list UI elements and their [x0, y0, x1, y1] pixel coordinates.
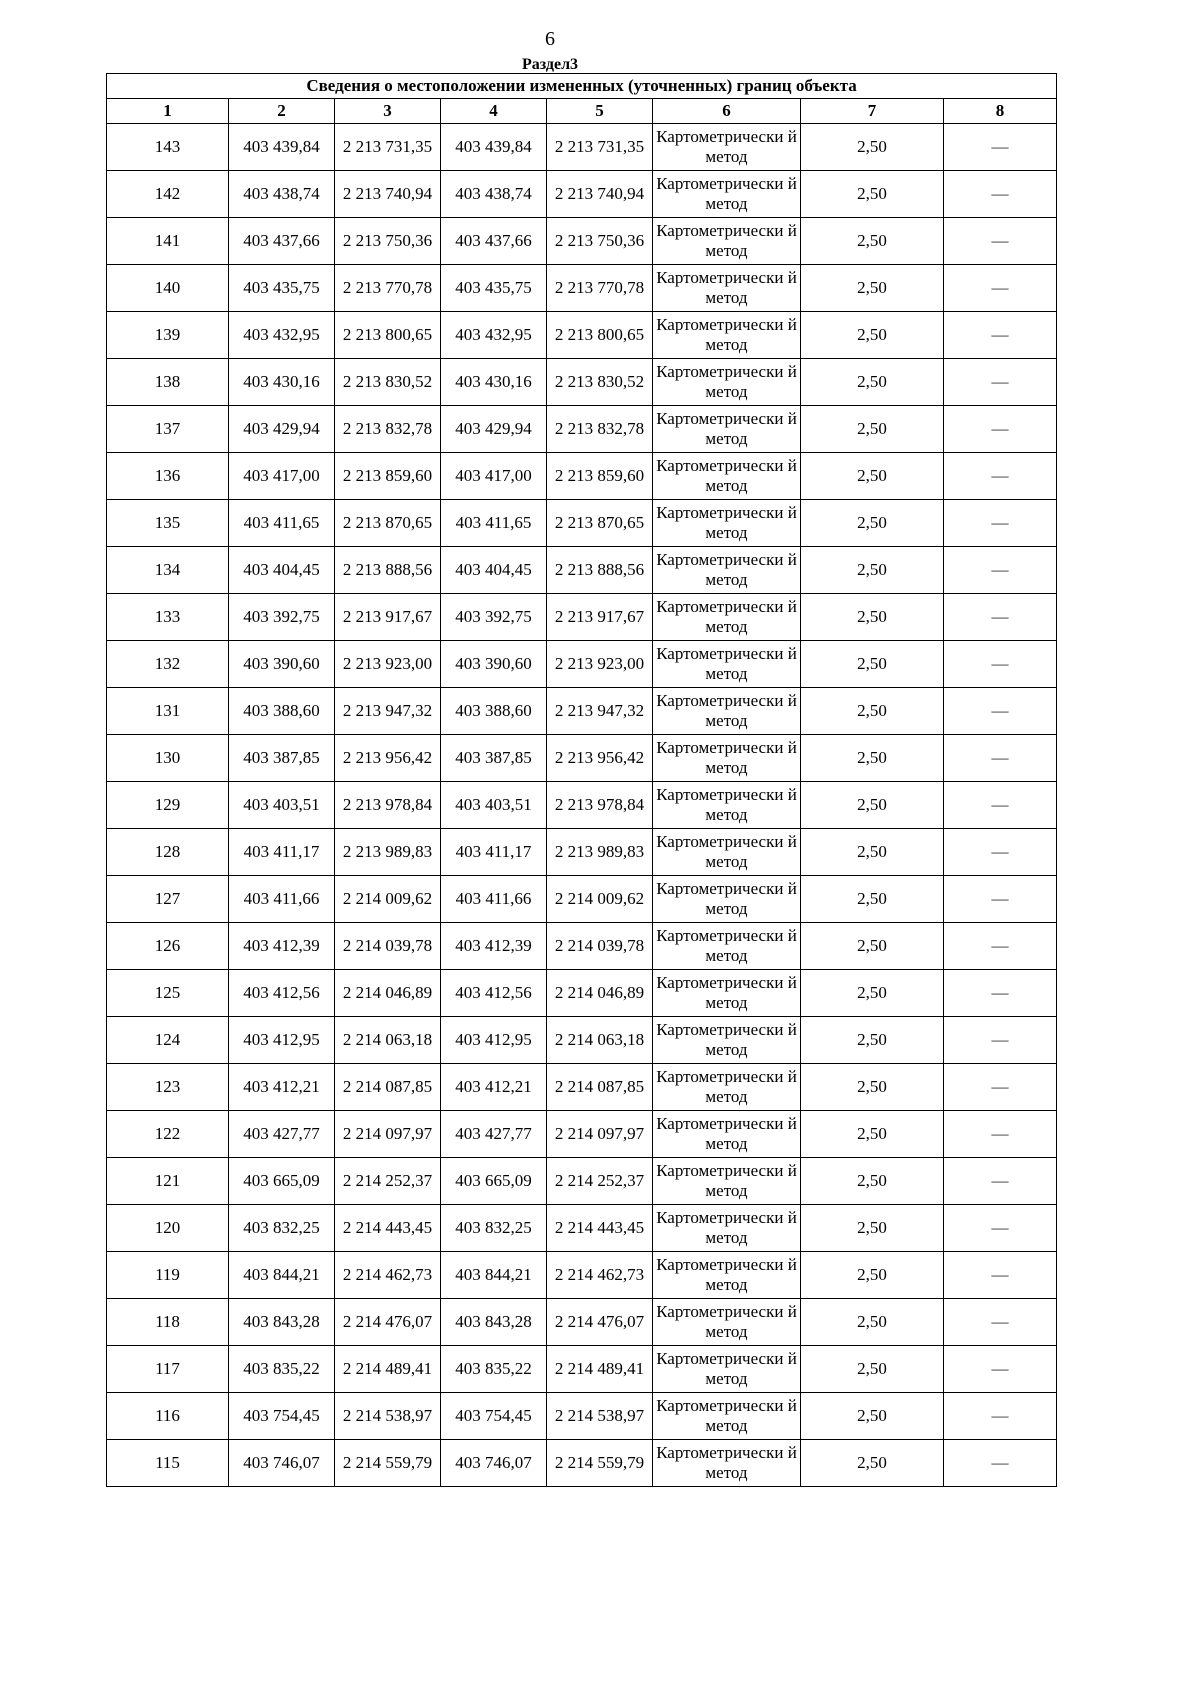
column-number: 4 — [441, 99, 547, 124]
accuracy-cell: 2,50 — [801, 1440, 944, 1487]
point-number-cell: 138 — [107, 359, 229, 406]
accuracy-cell: 2,50 — [801, 1111, 944, 1158]
existing-y-cell: 2 213 947,32 — [335, 688, 441, 735]
description-cell: — — [944, 500, 1057, 547]
method-cell: Картометрически й метод — [653, 1252, 801, 1299]
method-cell: Картометрически й метод — [653, 1299, 801, 1346]
method-cell: Картометрически й метод — [653, 359, 801, 406]
description-cell: — — [944, 735, 1057, 782]
existing-y-cell: 2 214 559,79 — [335, 1440, 441, 1487]
table-row — [107, 1299, 1057, 1346]
existing-y-cell: 2 213 870,65 — [335, 500, 441, 547]
point-number-cell: 129 — [107, 782, 229, 829]
point-number-cell: 121 — [107, 1158, 229, 1205]
existing-y-cell: 2 213 770,78 — [335, 265, 441, 312]
section-title: Раздел3 — [521, 56, 579, 73]
method-cell: Картометрически й метод — [653, 970, 801, 1017]
new-x-cell: 403 844,21 — [441, 1252, 547, 1299]
accuracy-cell: 2,50 — [801, 1064, 944, 1111]
existing-y-cell: 2 213 731,35 — [335, 124, 441, 171]
new-x-cell: 403 403,51 — [441, 782, 547, 829]
new-y-cell: 2 213 870,65 — [547, 500, 653, 547]
table-row — [107, 782, 1057, 829]
point-number-cell: 131 — [107, 688, 229, 735]
accuracy-cell: 2,50 — [801, 359, 944, 406]
method-cell: Картометрически й метод — [653, 265, 801, 312]
existing-y-cell: 2 213 888,56 — [335, 547, 441, 594]
description-cell: — — [944, 1440, 1057, 1487]
description-cell: — — [944, 829, 1057, 876]
page-number: 6 — [545, 28, 555, 50]
method-cell: Картометрически й метод — [653, 1017, 801, 1064]
existing-x-cell: 403 438,74 — [229, 171, 335, 218]
existing-x-cell: 403 437,66 — [229, 218, 335, 265]
boundary-coordinates-table — [106, 73, 1057, 1487]
table-row — [107, 1064, 1057, 1111]
description-cell: — — [944, 1393, 1057, 1440]
existing-y-cell: 2 214 046,89 — [335, 970, 441, 1017]
table-row — [107, 218, 1057, 265]
point-number-cell: 132 — [107, 641, 229, 688]
method-cell: Картометрически й метод — [653, 641, 801, 688]
new-x-cell: 403 404,45 — [441, 547, 547, 594]
new-y-cell: 2 214 009,62 — [547, 876, 653, 923]
new-y-cell: 2 213 859,60 — [547, 453, 653, 500]
new-x-cell: 403 411,65 — [441, 500, 547, 547]
new-y-cell: 2 214 489,41 — [547, 1346, 653, 1393]
accuracy-cell: 2,50 — [801, 1158, 944, 1205]
method-cell: Картометрически й метод — [653, 312, 801, 359]
description-cell: — — [944, 312, 1057, 359]
existing-y-cell: 2 213 978,84 — [335, 782, 441, 829]
new-x-cell: 403 665,09 — [441, 1158, 547, 1205]
existing-y-cell: 2 214 097,97 — [335, 1111, 441, 1158]
description-cell: — — [944, 218, 1057, 265]
existing-y-cell: 2 213 923,00 — [335, 641, 441, 688]
point-number-cell: 136 — [107, 453, 229, 500]
accuracy-cell: 2,50 — [801, 171, 944, 218]
description-cell: — — [944, 1252, 1057, 1299]
point-number-cell: 137 — [107, 406, 229, 453]
new-x-cell: 403 439,84 — [441, 124, 547, 171]
existing-x-cell: 403 427,77 — [229, 1111, 335, 1158]
existing-y-cell: 2 214 538,97 — [335, 1393, 441, 1440]
point-number-cell: 142 — [107, 171, 229, 218]
table-row — [107, 1440, 1057, 1487]
column-number: 7 — [801, 99, 944, 124]
new-x-cell: 403 832,25 — [441, 1205, 547, 1252]
table-caption: Сведения о местоположении измененных (уточненных) границ объекта — [107, 74, 1057, 99]
existing-x-cell: 403 754,45 — [229, 1393, 335, 1440]
table-row — [107, 735, 1057, 782]
method-cell: Картометрически й метод — [653, 923, 801, 970]
table-row — [107, 829, 1057, 876]
existing-x-cell: 403 412,56 — [229, 970, 335, 1017]
accuracy-cell: 2,50 — [801, 641, 944, 688]
method-cell: Картометрически й метод — [653, 453, 801, 500]
column-number: 1 — [107, 99, 229, 124]
existing-y-cell: 2 214 476,07 — [335, 1299, 441, 1346]
new-y-cell: 2 214 252,37 — [547, 1158, 653, 1205]
table-row — [107, 312, 1057, 359]
description-cell: — — [944, 1158, 1057, 1205]
table-body — [107, 124, 1057, 1487]
point-number-cell: 141 — [107, 218, 229, 265]
accuracy-cell: 2,50 — [801, 312, 944, 359]
existing-x-cell: 403 411,17 — [229, 829, 335, 876]
existing-y-cell: 2 214 489,41 — [335, 1346, 441, 1393]
point-number-cell: 119 — [107, 1252, 229, 1299]
method-cell: Картометрически й метод — [653, 218, 801, 265]
method-cell: Картометрически й метод — [653, 688, 801, 735]
point-number-cell: 130 — [107, 735, 229, 782]
table-row — [107, 171, 1057, 218]
description-cell: — — [944, 265, 1057, 312]
new-y-cell: 2 214 097,97 — [547, 1111, 653, 1158]
table-row — [107, 359, 1057, 406]
method-cell: Картометрически й метод — [653, 782, 801, 829]
table-row — [107, 1346, 1057, 1393]
existing-x-cell: 403 435,75 — [229, 265, 335, 312]
existing-x-cell: 403 388,60 — [229, 688, 335, 735]
existing-y-cell: 2 214 063,18 — [335, 1017, 441, 1064]
new-y-cell: 2 213 750,36 — [547, 218, 653, 265]
existing-y-cell: 2 213 750,36 — [335, 218, 441, 265]
existing-x-cell: 403 439,84 — [229, 124, 335, 171]
method-cell: Картометрически й метод — [653, 1064, 801, 1111]
table-row — [107, 406, 1057, 453]
accuracy-cell: 2,50 — [801, 1017, 944, 1064]
new-y-cell: 2 213 956,42 — [547, 735, 653, 782]
new-y-cell: 2 214 559,79 — [547, 1440, 653, 1487]
point-number-cell: 134 — [107, 547, 229, 594]
method-cell: Картометрически й метод — [653, 500, 801, 547]
existing-y-cell: 2 214 039,78 — [335, 923, 441, 970]
existing-x-cell: 403 390,60 — [229, 641, 335, 688]
description-cell: — — [944, 1017, 1057, 1064]
new-x-cell: 403 411,66 — [441, 876, 547, 923]
method-cell: Картометрически й метод — [653, 1205, 801, 1252]
new-x-cell: 403 843,28 — [441, 1299, 547, 1346]
point-number-cell: 123 — [107, 1064, 229, 1111]
point-number-cell: 139 — [107, 312, 229, 359]
accuracy-cell: 2,50 — [801, 782, 944, 829]
new-x-cell: 403 429,94 — [441, 406, 547, 453]
existing-y-cell: 2 213 859,60 — [335, 453, 441, 500]
table-row — [107, 500, 1057, 547]
existing-x-cell: 403 843,28 — [229, 1299, 335, 1346]
new-x-cell: 403 412,21 — [441, 1064, 547, 1111]
accuracy-cell: 2,50 — [801, 1252, 944, 1299]
accuracy-cell: 2,50 — [801, 218, 944, 265]
method-cell: Картометрически й метод — [653, 876, 801, 923]
description-cell: — — [944, 1205, 1057, 1252]
point-number-cell: 117 — [107, 1346, 229, 1393]
description-cell: — — [944, 1111, 1057, 1158]
new-y-cell: 2 213 740,94 — [547, 171, 653, 218]
new-x-cell: 403 411,17 — [441, 829, 547, 876]
method-cell: Картометрически й метод — [653, 547, 801, 594]
method-cell: Картометрически й метод — [653, 829, 801, 876]
column-number: 3 — [335, 99, 441, 124]
existing-y-cell: 2 213 956,42 — [335, 735, 441, 782]
point-number-cell: 118 — [107, 1299, 229, 1346]
accuracy-cell: 2,50 — [801, 265, 944, 312]
description-cell: — — [944, 688, 1057, 735]
new-x-cell: 403 435,75 — [441, 265, 547, 312]
existing-x-cell: 403 392,75 — [229, 594, 335, 641]
point-number-cell: 122 — [107, 1111, 229, 1158]
column-number: 2 — [229, 99, 335, 124]
new-y-cell: 2 213 888,56 — [547, 547, 653, 594]
new-x-cell: 403 412,95 — [441, 1017, 547, 1064]
point-number-cell: 124 — [107, 1017, 229, 1064]
new-x-cell: 403 392,75 — [441, 594, 547, 641]
method-cell: Картометрически й метод — [653, 1158, 801, 1205]
accuracy-cell: 2,50 — [801, 876, 944, 923]
table-row — [107, 688, 1057, 735]
new-y-cell: 2 214 046,89 — [547, 970, 653, 1017]
accuracy-cell: 2,50 — [801, 923, 944, 970]
point-number-cell: 133 — [107, 594, 229, 641]
existing-y-cell: 2 213 830,52 — [335, 359, 441, 406]
method-cell: Картометрически й метод — [653, 594, 801, 641]
new-x-cell: 403 412,39 — [441, 923, 547, 970]
existing-y-cell: 2 213 800,65 — [335, 312, 441, 359]
method-cell: Картометрически й метод — [653, 1346, 801, 1393]
description-cell: — — [944, 359, 1057, 406]
existing-y-cell: 2 214 009,62 — [335, 876, 441, 923]
new-y-cell: 2 213 832,78 — [547, 406, 653, 453]
point-number-cell: 135 — [107, 500, 229, 547]
point-number-cell: 143 — [107, 124, 229, 171]
accuracy-cell: 2,50 — [801, 829, 944, 876]
existing-y-cell: 2 213 917,67 — [335, 594, 441, 641]
existing-x-cell: 403 429,94 — [229, 406, 335, 453]
new-y-cell: 2 213 830,52 — [547, 359, 653, 406]
new-y-cell: 2 213 923,00 — [547, 641, 653, 688]
new-y-cell: 2 214 039,78 — [547, 923, 653, 970]
method-cell: Картометрически й метод — [653, 735, 801, 782]
column-number-row — [107, 99, 1057, 124]
existing-x-cell: 403 387,85 — [229, 735, 335, 782]
accuracy-cell: 2,50 — [801, 1205, 944, 1252]
description-cell: — — [944, 406, 1057, 453]
table-row — [107, 1111, 1057, 1158]
new-x-cell: 403 412,56 — [441, 970, 547, 1017]
existing-x-cell: 403 412,95 — [229, 1017, 335, 1064]
existing-x-cell: 403 746,07 — [229, 1440, 335, 1487]
new-x-cell: 403 388,60 — [441, 688, 547, 735]
new-y-cell: 2 213 917,67 — [547, 594, 653, 641]
description-cell: — — [944, 1299, 1057, 1346]
description-cell: — — [944, 453, 1057, 500]
new-x-cell: 403 427,77 — [441, 1111, 547, 1158]
accuracy-cell: 2,50 — [801, 406, 944, 453]
description-cell: — — [944, 124, 1057, 171]
existing-x-cell: 403 417,00 — [229, 453, 335, 500]
accuracy-cell: 2,50 — [801, 1393, 944, 1440]
description-cell: — — [944, 641, 1057, 688]
table-row — [107, 970, 1057, 1017]
point-number-cell: 120 — [107, 1205, 229, 1252]
accuracy-cell: 2,50 — [801, 1346, 944, 1393]
description-cell: — — [944, 970, 1057, 1017]
accuracy-cell: 2,50 — [801, 1299, 944, 1346]
new-y-cell: 2 213 947,32 — [547, 688, 653, 735]
new-y-cell: 2 213 800,65 — [547, 312, 653, 359]
new-y-cell: 2 214 462,73 — [547, 1252, 653, 1299]
new-y-cell: 2 214 538,97 — [547, 1393, 653, 1440]
table-row — [107, 1393, 1057, 1440]
existing-x-cell: 403 432,95 — [229, 312, 335, 359]
method-cell: Картометрически й метод — [653, 406, 801, 453]
column-number: 8 — [944, 99, 1057, 124]
method-cell: Картометрически й метод — [653, 124, 801, 171]
description-cell: — — [944, 876, 1057, 923]
existing-y-cell: 2 214 252,37 — [335, 1158, 441, 1205]
new-x-cell: 403 754,45 — [441, 1393, 547, 1440]
column-number: 6 — [653, 99, 801, 124]
point-number-cell: 126 — [107, 923, 229, 970]
existing-x-cell: 403 835,22 — [229, 1346, 335, 1393]
existing-y-cell: 2 214 462,73 — [335, 1252, 441, 1299]
existing-y-cell: 2 213 989,83 — [335, 829, 441, 876]
new-y-cell: 2 214 063,18 — [547, 1017, 653, 1064]
new-x-cell: 403 437,66 — [441, 218, 547, 265]
description-cell: — — [944, 594, 1057, 641]
table-row — [107, 1158, 1057, 1205]
existing-y-cell: 2 213 832,78 — [335, 406, 441, 453]
table-row — [107, 265, 1057, 312]
accuracy-cell: 2,50 — [801, 500, 944, 547]
existing-x-cell: 403 412,39 — [229, 923, 335, 970]
existing-x-cell: 403 430,16 — [229, 359, 335, 406]
new-y-cell: 2 214 476,07 — [547, 1299, 653, 1346]
accuracy-cell: 2,50 — [801, 688, 944, 735]
existing-x-cell: 403 403,51 — [229, 782, 335, 829]
description-cell: — — [944, 1064, 1057, 1111]
existing-x-cell: 403 844,21 — [229, 1252, 335, 1299]
existing-x-cell: 403 665,09 — [229, 1158, 335, 1205]
new-x-cell: 403 417,00 — [441, 453, 547, 500]
point-number-cell: 127 — [107, 876, 229, 923]
method-cell: Картометрически й метод — [653, 1393, 801, 1440]
table-row — [107, 547, 1057, 594]
accuracy-cell: 2,50 — [801, 547, 944, 594]
method-cell: Картометрически й метод — [653, 1111, 801, 1158]
point-number-cell: 128 — [107, 829, 229, 876]
table-row — [107, 641, 1057, 688]
description-cell: — — [944, 1346, 1057, 1393]
new-x-cell: 403 390,60 — [441, 641, 547, 688]
new-x-cell: 403 430,16 — [441, 359, 547, 406]
existing-x-cell: 403 411,65 — [229, 500, 335, 547]
new-y-cell: 2 213 731,35 — [547, 124, 653, 171]
new-x-cell: 403 387,85 — [441, 735, 547, 782]
new-y-cell: 2 214 087,85 — [547, 1064, 653, 1111]
existing-x-cell: 403 412,21 — [229, 1064, 335, 1111]
accuracy-cell: 2,50 — [801, 594, 944, 641]
point-number-cell: 140 — [107, 265, 229, 312]
new-y-cell: 2 213 770,78 — [547, 265, 653, 312]
description-cell: — — [944, 923, 1057, 970]
table-row — [107, 453, 1057, 500]
accuracy-cell: 2,50 — [801, 970, 944, 1017]
accuracy-cell: 2,50 — [801, 735, 944, 782]
point-number-cell: 115 — [107, 1440, 229, 1487]
point-number-cell: 125 — [107, 970, 229, 1017]
column-number: 5 — [547, 99, 653, 124]
new-y-cell: 2 214 443,45 — [547, 1205, 653, 1252]
new-y-cell: 2 213 989,83 — [547, 829, 653, 876]
existing-x-cell: 403 832,25 — [229, 1205, 335, 1252]
description-cell: — — [944, 782, 1057, 829]
existing-x-cell: 403 411,66 — [229, 876, 335, 923]
point-number-cell: 116 — [107, 1393, 229, 1440]
table-row — [107, 594, 1057, 641]
description-cell: — — [944, 547, 1057, 594]
table-row — [107, 1017, 1057, 1064]
existing-y-cell: 2 214 443,45 — [335, 1205, 441, 1252]
method-cell: Картометрически й метод — [653, 171, 801, 218]
table-row — [107, 1205, 1057, 1252]
accuracy-cell: 2,50 — [801, 453, 944, 500]
new-x-cell: 403 438,74 — [441, 171, 547, 218]
table-row — [107, 1252, 1057, 1299]
method-cell: Картометрически й метод — [653, 1440, 801, 1487]
new-x-cell: 403 835,22 — [441, 1346, 547, 1393]
existing-y-cell: 2 213 740,94 — [335, 171, 441, 218]
existing-x-cell: 403 404,45 — [229, 547, 335, 594]
accuracy-cell: 2,50 — [801, 124, 944, 171]
new-y-cell: 2 213 978,84 — [547, 782, 653, 829]
table-row — [107, 124, 1057, 171]
table-row — [107, 923, 1057, 970]
description-cell: — — [944, 171, 1057, 218]
new-x-cell: 403 746,07 — [441, 1440, 547, 1487]
existing-y-cell: 2 214 087,85 — [335, 1064, 441, 1111]
new-x-cell: 403 432,95 — [441, 312, 547, 359]
table-row — [107, 876, 1057, 923]
